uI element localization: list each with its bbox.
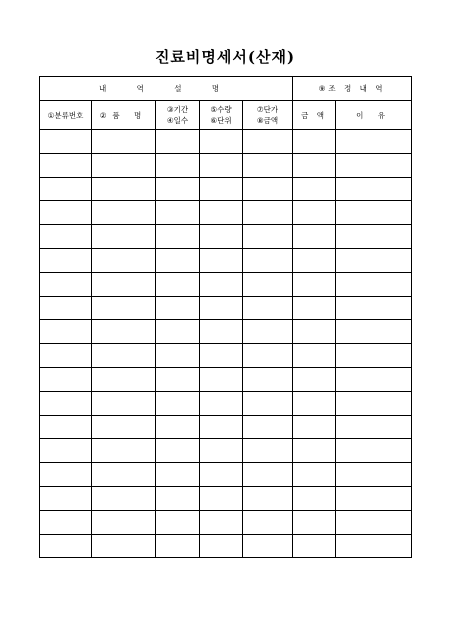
document-title: 진료비명세서(산재) xyxy=(154,48,296,66)
classification-no-cell[interactable] xyxy=(40,177,92,201)
period-days-cell[interactable] xyxy=(156,344,200,368)
adjustment-header: ⑨조 정 내 역 xyxy=(293,77,412,101)
adj-amount-cell[interactable] xyxy=(293,534,336,558)
period-days-cell[interactable] xyxy=(156,439,200,463)
price-amount-cell[interactable] xyxy=(243,296,293,320)
adj-amount-cell[interactable] xyxy=(293,225,336,249)
header-row-top xyxy=(40,77,412,101)
adj-amount-cell[interactable] xyxy=(293,248,336,272)
period-days-cell[interactable] xyxy=(156,153,200,177)
item-name-cell[interactable] xyxy=(92,296,156,320)
classification-no-cell[interactable] xyxy=(40,534,92,558)
adj-amount-cell[interactable] xyxy=(293,415,336,439)
item-name-header: ②품 명 xyxy=(92,101,156,130)
price-amount-cell[interactable] xyxy=(243,177,293,201)
classification-no-cell[interactable] xyxy=(40,439,92,463)
adj-amount-cell[interactable] xyxy=(293,391,336,415)
period-days-cell[interactable] xyxy=(156,248,200,272)
adj-reason-cell[interactable] xyxy=(336,130,412,154)
quantity-label: ⑤수량 xyxy=(210,105,232,114)
item-name-cell[interactable] xyxy=(92,248,156,272)
adj-amount-cell[interactable] xyxy=(293,510,336,534)
quantity-unit-cell[interactable] xyxy=(200,510,243,534)
table-row xyxy=(40,177,412,201)
price-amount-cell[interactable] xyxy=(243,415,293,439)
table-row xyxy=(40,344,412,368)
unit-price-label: ⑦단가 xyxy=(256,105,279,114)
classification-no-cell[interactable] xyxy=(40,510,92,534)
classification-no-cell[interactable] xyxy=(40,272,92,296)
quantity-unit-cell[interactable] xyxy=(200,534,243,558)
item-name-cell[interactable] xyxy=(92,272,156,296)
price-amount-cell[interactable] xyxy=(243,439,293,463)
period-days-cell[interactable] xyxy=(156,320,200,344)
quantity-unit-header xyxy=(200,101,243,130)
item-name-cell[interactable] xyxy=(92,201,156,225)
item-name-cell[interactable] xyxy=(92,510,156,534)
quantity-unit-cell[interactable] xyxy=(200,344,243,368)
quantity-unit-cell[interactable] xyxy=(200,320,243,344)
classification-no-cell[interactable] xyxy=(40,320,92,344)
item-name-cell[interactable] xyxy=(92,344,156,368)
classification-no-cell[interactable] xyxy=(40,153,92,177)
classification-no-header: ①분류번호 xyxy=(40,101,92,130)
price-amount-cell[interactable] xyxy=(243,486,293,510)
adj-reason-cell[interactable] xyxy=(336,177,412,201)
quantity-unit-cell[interactable] xyxy=(200,486,243,510)
period-days-cell[interactable] xyxy=(156,534,200,558)
classification-no-cell[interactable] xyxy=(40,248,92,272)
adj-reason-header: 이 유 xyxy=(336,101,412,130)
adj-amount-cell[interactable] xyxy=(293,177,336,201)
table-row xyxy=(40,439,412,463)
adj-reason-cell[interactable] xyxy=(336,296,412,320)
adj-amount-cell[interactable] xyxy=(293,153,336,177)
classification-no-cell[interactable] xyxy=(40,486,92,510)
table-row xyxy=(40,225,412,249)
details-header: 내 역 설 명 xyxy=(40,77,293,101)
item-name-cell[interactable] xyxy=(92,534,156,558)
price-amount-cell[interactable] xyxy=(243,272,293,296)
price-amount-cell[interactable] xyxy=(243,130,293,154)
adj-amount-cell[interactable] xyxy=(293,344,336,368)
table-row xyxy=(40,153,412,177)
adj-amount-cell[interactable] xyxy=(293,272,336,296)
adj-reason-cell[interactable] xyxy=(336,486,412,510)
classification-no-cell[interactable] xyxy=(40,367,92,391)
adj-amount-cell[interactable] xyxy=(293,130,336,154)
classification-no-cell[interactable] xyxy=(40,415,92,439)
price-amount-cell[interactable] xyxy=(243,320,293,344)
quantity-unit-cell[interactable] xyxy=(200,367,243,391)
table-row xyxy=(40,534,412,558)
item-name-cell[interactable] xyxy=(92,320,156,344)
adj-amount-cell[interactable] xyxy=(293,296,336,320)
table-body xyxy=(40,130,412,558)
price-amount-cell[interactable] xyxy=(243,225,293,249)
table-row xyxy=(40,320,412,344)
table-row xyxy=(40,486,412,510)
adj-amount-header: 금 액 xyxy=(293,101,336,130)
period-days-cell[interactable] xyxy=(156,367,200,391)
item-name-cell[interactable] xyxy=(92,486,156,510)
adj-amount-cell[interactable] xyxy=(293,201,336,225)
period-days-header xyxy=(156,101,200,130)
statement-table xyxy=(39,76,412,558)
adj-reason-cell[interactable] xyxy=(336,201,412,225)
price-amount-cell[interactable] xyxy=(243,510,293,534)
period-days-cell[interactable] xyxy=(156,201,200,225)
adj-reason-cell[interactable] xyxy=(336,153,412,177)
item-name-cell[interactable] xyxy=(92,463,156,487)
quantity-unit-cell[interactable] xyxy=(200,463,243,487)
period-days-cell[interactable] xyxy=(156,391,200,415)
adj-reason-cell[interactable] xyxy=(336,439,412,463)
price-amount-cell[interactable] xyxy=(243,463,293,487)
classification-no-cell[interactable] xyxy=(40,201,92,225)
quantity-unit-cell[interactable] xyxy=(200,130,243,154)
classification-no-cell[interactable] xyxy=(40,296,92,320)
period-days-cell[interactable] xyxy=(156,486,200,510)
classification-no-cell[interactable] xyxy=(40,391,92,415)
table-row xyxy=(40,415,412,439)
adj-amount-cell[interactable] xyxy=(293,367,336,391)
adj-reason-cell[interactable] xyxy=(336,344,412,368)
item-name-cell[interactable] xyxy=(92,130,156,154)
item-name-cell[interactable] xyxy=(92,225,156,249)
quantity-unit-cell[interactable] xyxy=(200,177,243,201)
item-name-cell[interactable] xyxy=(92,177,156,201)
adj-amount-cell[interactable] xyxy=(293,463,336,487)
price-amount-cell[interactable] xyxy=(243,201,293,225)
adj-reason-cell[interactable] xyxy=(336,367,412,391)
classification-no-cell[interactable] xyxy=(40,130,92,154)
period-days-cell[interactable] xyxy=(156,177,200,201)
table-row xyxy=(40,367,412,391)
table-row xyxy=(40,201,412,225)
adj-reason-cell[interactable] xyxy=(336,225,412,249)
quantity-unit-cell[interactable] xyxy=(200,439,243,463)
period-days-cell[interactable] xyxy=(156,296,200,320)
period-days-cell[interactable] xyxy=(156,130,200,154)
amount-label: ⑧금액 xyxy=(256,116,279,125)
period-label: ③기간 xyxy=(166,105,189,114)
quantity-unit-cell[interactable] xyxy=(200,272,243,296)
days-label: ④일수 xyxy=(166,116,189,125)
item-name-cell[interactable] xyxy=(92,367,156,391)
item-name-cell[interactable] xyxy=(92,415,156,439)
quantity-unit-cell[interactable] xyxy=(200,248,243,272)
period-days-cell[interactable] xyxy=(156,415,200,439)
period-days-cell[interactable] xyxy=(156,510,200,534)
period-days-cell[interactable] xyxy=(156,225,200,249)
adj-reason-cell[interactable] xyxy=(336,391,412,415)
quantity-unit-cell[interactable] xyxy=(200,225,243,249)
adj-amount-cell[interactable] xyxy=(293,439,336,463)
adj-reason-cell[interactable] xyxy=(336,320,412,344)
adj-reason-cell[interactable] xyxy=(336,415,412,439)
adj-amount-cell[interactable] xyxy=(293,486,336,510)
price-amount-cell[interactable] xyxy=(243,248,293,272)
quantity-unit-cell[interactable] xyxy=(200,415,243,439)
adj-reason-cell[interactable] xyxy=(336,272,412,296)
adj-reason-cell[interactable] xyxy=(336,248,412,272)
table-row xyxy=(40,248,412,272)
period-days-cell[interactable] xyxy=(156,463,200,487)
quantity-unit-cell[interactable] xyxy=(200,201,243,225)
price-amount-header xyxy=(243,101,293,130)
adj-amount-cell[interactable] xyxy=(293,320,336,344)
quantity-unit-cell[interactable] xyxy=(200,391,243,415)
table-row xyxy=(40,510,412,534)
table-row xyxy=(40,272,412,296)
price-amount-cell[interactable] xyxy=(243,391,293,415)
price-amount-cell[interactable] xyxy=(243,367,293,391)
classification-no-cell[interactable] xyxy=(40,463,92,487)
price-amount-cell[interactable] xyxy=(243,534,293,558)
item-name-cell[interactable] xyxy=(92,439,156,463)
quantity-unit-cell[interactable] xyxy=(200,153,243,177)
price-amount-cell[interactable] xyxy=(243,153,293,177)
item-name-cell[interactable] xyxy=(92,391,156,415)
adj-reason-cell[interactable] xyxy=(336,463,412,487)
adj-reason-cell[interactable] xyxy=(336,534,412,558)
table-row xyxy=(40,296,412,320)
table-row xyxy=(40,130,412,154)
classification-no-cell[interactable] xyxy=(40,225,92,249)
header-row-columns xyxy=(40,101,412,130)
table-row xyxy=(40,391,412,415)
classification-no-cell[interactable] xyxy=(40,344,92,368)
quantity-unit-cell[interactable] xyxy=(200,296,243,320)
table-row xyxy=(40,463,412,487)
period-days-cell[interactable] xyxy=(156,272,200,296)
unit-label: ⑥단위 xyxy=(210,116,232,125)
adj-reason-cell[interactable] xyxy=(336,510,412,534)
price-amount-cell[interactable] xyxy=(243,344,293,368)
item-name-cell[interactable] xyxy=(92,153,156,177)
